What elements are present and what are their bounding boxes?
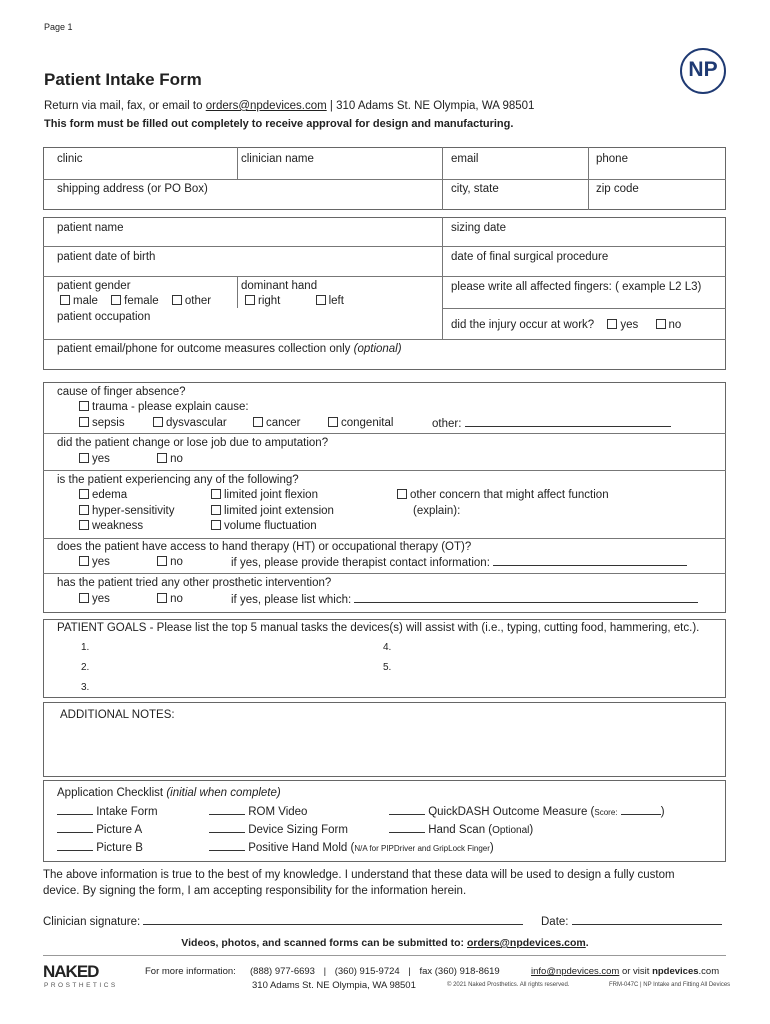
hyper-option xyxy=(79,505,174,517)
other-concern-label: other concern that might affect function xyxy=(410,489,609,501)
affected-fingers-field[interactable]: please write all affected fingers: ( example L2 L3) xyxy=(451,281,702,293)
footer-site-link[interactable] xyxy=(652,966,719,977)
edema-option xyxy=(79,489,127,501)
footer-form-code: FRM-047C | NP Intake and Fitting All Devices xyxy=(609,982,731,988)
phone-field[interactable]: phone xyxy=(596,153,628,165)
gender-male-checkbox[interactable] xyxy=(60,295,70,305)
limited-flexion-checkbox[interactable] xyxy=(211,489,221,499)
intake-label: Intake Form xyxy=(96,806,158,818)
footer-fax: fax (360) 918-8619 xyxy=(419,966,500,977)
trauma-option xyxy=(79,401,249,413)
weakness-option xyxy=(79,520,143,532)
submit-email-link[interactable]: orders@npdevices.com xyxy=(466,937,586,949)
trauma-checkbox[interactable] xyxy=(79,401,89,411)
checklist-title-text: Application Checklist xyxy=(57,787,164,799)
mold-note: N/A for PIPDriver and GripLock Finger xyxy=(354,844,490,853)
hand-therapy-options xyxy=(79,556,183,568)
dysvascular-label: dysvascular xyxy=(166,417,227,429)
sepsis-checkbox[interactable] xyxy=(79,417,89,427)
gender-options xyxy=(60,295,211,307)
congenital-option xyxy=(328,417,393,429)
footer-email-link[interactable]: info@npdevices.com xyxy=(531,966,620,977)
picture-b-initial-blank[interactable] xyxy=(57,841,93,851)
zip-code-field[interactable]: zip code xyxy=(596,183,639,195)
patient-goals-label: PATIENT GOALS - Please list the top 5 manual tasks the devices(s) will assist with (i.e., typing, cutting food, hammering, etc.). xyxy=(57,622,700,634)
checklist-mold xyxy=(209,841,494,854)
signature-field[interactable] xyxy=(43,915,523,928)
sizing-date-field[interactable]: sizing date xyxy=(451,222,506,234)
injury-yes-label: yes xyxy=(620,319,639,331)
goal-2-field[interactable]: 2. xyxy=(81,662,90,673)
logo-text: NP xyxy=(688,58,718,81)
footer-phones xyxy=(250,966,500,977)
outcome-contact-label: patient email/phone for outcome measures collection only xyxy=(57,343,351,355)
injury-yes-checkbox[interactable] xyxy=(607,319,617,329)
therapist-info-blank[interactable] xyxy=(493,556,687,566)
other-prosthetic-no-label: no xyxy=(170,593,183,605)
hand-therapy-question: does the patient have access to hand therapy (HT) or occupational therapy (OT)? xyxy=(57,541,472,553)
experiencing-question: is the patient experiencing any of the following? xyxy=(57,474,299,486)
checklist-picture-b xyxy=(57,841,143,854)
weakness-label: weakness xyxy=(92,520,144,532)
limited-extension-checkbox[interactable] xyxy=(211,505,221,515)
quickdash-score-blank[interactable] xyxy=(621,805,661,815)
other-concern-checkbox[interactable] xyxy=(397,489,407,499)
page-title: Patient Intake Form xyxy=(44,70,202,89)
hand-right-checkbox[interactable] xyxy=(245,295,255,305)
job-change-options xyxy=(79,453,183,465)
footer-sep-1: | xyxy=(323,966,327,977)
rom-label: ROM Video xyxy=(248,806,308,818)
hand-scan-note: Optional xyxy=(492,825,530,836)
footer-address: 310 Adams St. NE Olympia, WA 98501 xyxy=(252,980,416,991)
sizing-label: Device Sizing Form xyxy=(248,824,348,836)
shipping-address-field[interactable]: shipping address (or PO Box) xyxy=(57,183,208,195)
quickdash-score-label: Score: xyxy=(594,808,618,817)
signature-label: Clinician signature: xyxy=(43,916,141,928)
prosthetic-list-blank[interactable] xyxy=(354,593,698,603)
patient-occupation-field[interactable]: patient occupation xyxy=(57,311,151,323)
job-change-question: did the patient change or lose job due to amputation? xyxy=(57,437,329,449)
hand-scan-close: ) xyxy=(529,824,534,836)
dominant-hand-label: dominant hand xyxy=(241,280,318,292)
limited-extension-label: limited joint extension xyxy=(224,505,334,517)
checklist-quickdash xyxy=(389,805,665,818)
weakness-checkbox[interactable] xyxy=(79,520,89,530)
checklist-intake xyxy=(57,805,158,818)
hand-scan-initial-blank[interactable] xyxy=(389,823,425,833)
gender-other-label: other xyxy=(184,295,212,307)
mold-label: Positive Hand Mold ( xyxy=(248,842,355,854)
hand-scan-label: Hand Scan ( xyxy=(428,824,493,836)
gender-male-label: male xyxy=(73,295,98,307)
naked-logo-sub: PROSTHETICS xyxy=(44,982,118,989)
congenital-label: congenital xyxy=(341,417,394,429)
cause-label: cause of finger absence? xyxy=(57,386,186,398)
clinician-name-field[interactable]: clinician name xyxy=(241,153,314,165)
other-prosthetic-options xyxy=(79,593,183,605)
flexion-option xyxy=(211,489,318,501)
footer-phone-1[interactable]: (888) 977-6693 xyxy=(250,966,315,977)
explain-label: (explain): xyxy=(413,505,461,517)
volume-fluctuation-checkbox[interactable] xyxy=(211,520,221,530)
patient-gender-label: patient gender xyxy=(57,280,131,292)
final-procedure-date-field[interactable]: date of final surgical procedure xyxy=(451,251,609,263)
picture-a-initial-blank[interactable] xyxy=(57,823,93,833)
quickdash-label: QuickDASH Outcome Measure ( xyxy=(428,806,595,818)
quickdash-initial-blank[interactable] xyxy=(389,805,425,815)
date-blank[interactable] xyxy=(572,915,722,925)
gender-female-checkbox[interactable] xyxy=(111,295,121,305)
checklist-sizing xyxy=(209,823,348,836)
volume-fluctuation-label: volume fluctuation xyxy=(224,520,317,532)
rom-initial-blank[interactable] xyxy=(209,805,245,815)
intake-initial-blank[interactable] xyxy=(57,805,93,815)
date-field[interactable] xyxy=(541,915,722,928)
gender-other-checkbox[interactable] xyxy=(172,295,182,305)
therapist-info-field[interactable] xyxy=(231,556,687,569)
other-cause-label: other: xyxy=(432,418,462,430)
other-prosthetic-question: has the patient tried any other prosthetic intervention? xyxy=(57,577,332,589)
volume-option xyxy=(211,520,317,532)
hand-left-label: left xyxy=(328,295,344,307)
footer-contact xyxy=(531,966,719,977)
job-change-yes-label: yes xyxy=(92,453,110,465)
injury-at-work-label: did the injury occur at work? xyxy=(451,319,595,331)
injury-at-work-question xyxy=(451,319,681,331)
mold-initial-blank[interactable] xyxy=(209,841,245,851)
return-address: | 310 Adams St. NE Olympia, WA 98501 xyxy=(329,100,535,112)
goal-4-field[interactable]: 4. xyxy=(383,642,392,653)
checklist-hand-scan xyxy=(389,823,533,836)
date-label: Date: xyxy=(541,916,569,928)
hand-right-label: right xyxy=(258,295,281,307)
edema-checkbox[interactable] xyxy=(79,489,89,499)
job-change-no-label: no xyxy=(170,453,183,465)
mold-close: ) xyxy=(489,842,494,854)
footer-phone-2[interactable]: (360) 915-9724 xyxy=(334,966,400,977)
optional-note: (optional) xyxy=(353,343,402,355)
gender-female-label: female xyxy=(124,295,159,307)
checklist-picture-a xyxy=(57,823,142,836)
checklist-rom xyxy=(209,805,307,818)
injury-no-label: no xyxy=(668,319,682,331)
hand-left-checkbox[interactable] xyxy=(316,295,326,305)
np-logo xyxy=(680,48,726,94)
hand-therapy-no-label: no xyxy=(170,556,183,568)
picture-b-label: Picture B xyxy=(96,842,143,854)
footer-site-bold: npdevices xyxy=(652,966,699,977)
cancer-label: cancer xyxy=(266,417,301,429)
injury-no-checkbox[interactable] xyxy=(656,319,666,329)
quickdash-close: ) xyxy=(660,806,665,818)
goal-5-field[interactable]: 5. xyxy=(383,662,392,673)
sizing-initial-blank[interactable] xyxy=(209,823,245,833)
hand-options xyxy=(245,295,344,307)
return-email-link[interactable]: orders@npdevices.com xyxy=(205,100,327,112)
edema-label: edema xyxy=(92,489,128,501)
submit-prefix: Videos, photos, and scanned forms can be submitted to: xyxy=(181,937,465,949)
job-change-no-checkbox[interactable] xyxy=(157,453,167,463)
goal-3-field[interactable]: 3. xyxy=(81,682,90,693)
cancer-option xyxy=(253,417,301,429)
job-change-yes-checkbox[interactable] xyxy=(79,453,89,463)
attestation-line-2: device. By signing the form, I am accepting responsibility for the information herein. xyxy=(43,885,467,897)
prosthetic-list-label: if yes, please list which: xyxy=(231,594,352,606)
checklist-title xyxy=(57,787,281,799)
trauma-label: trauma - please explain cause: xyxy=(92,401,249,413)
return-instructions xyxy=(44,100,534,112)
form-notice: This form must be filled out completely to receive approval for design and manufacturing. xyxy=(44,118,514,130)
other-cause-field[interactable] xyxy=(432,417,671,430)
other-prosthetic-yes-checkbox[interactable] xyxy=(79,593,89,603)
congenital-checkbox[interactable] xyxy=(328,417,338,427)
naked-logo: NAKED xyxy=(43,962,99,981)
prosthetic-list-field[interactable] xyxy=(231,593,698,606)
footer-or-visit: or visit xyxy=(621,966,650,977)
cancer-checkbox[interactable] xyxy=(253,417,263,427)
hand-therapy-yes-label: yes xyxy=(92,556,110,568)
submit-instructions xyxy=(0,937,770,949)
email-field[interactable]: email xyxy=(451,153,479,165)
hand-therapy-no-checkbox[interactable] xyxy=(157,556,167,566)
hand-therapy-yes-checkbox[interactable] xyxy=(79,556,89,566)
city-state-field[interactable]: city, state xyxy=(451,183,499,195)
dysvascular-checkbox[interactable] xyxy=(153,417,163,427)
submit-suffix: . xyxy=(585,937,589,949)
sepsis-option xyxy=(79,417,125,429)
footer-sep-2: | xyxy=(408,966,411,977)
dysvascular-option xyxy=(153,417,227,429)
therapist-info-label: if yes, please provide therapist contact information: xyxy=(231,557,490,569)
clinic-field[interactable]: clinic xyxy=(57,153,83,165)
extension-option xyxy=(211,505,334,517)
signature-blank[interactable] xyxy=(143,915,523,925)
picture-a-label: Picture A xyxy=(96,824,143,836)
sepsis-label: sepsis xyxy=(92,417,125,429)
checklist-title-note: (initial when complete) xyxy=(166,787,281,799)
page-label: Page 1 xyxy=(44,22,73,32)
additional-notes-label: ADDITIONAL NOTES: xyxy=(60,709,175,721)
other-concern-option xyxy=(397,489,609,501)
footer-more-info: For more information: xyxy=(145,966,236,977)
footer-copyright: © 2021 Naked Prosthetics. All rights reserved. xyxy=(447,982,570,988)
hyper-sensitivity-checkbox[interactable] xyxy=(79,505,89,515)
footer-site-tld: .com xyxy=(698,966,720,977)
patient-name-field[interactable]: patient name xyxy=(57,222,124,234)
attestation-line-1: The above information is true to the best of my knowledge. I understand that these data will be used to design a fully custom xyxy=(43,869,675,881)
goal-1-field[interactable]: 1. xyxy=(81,642,90,653)
other-cause-blank[interactable] xyxy=(465,417,671,427)
other-prosthetic-yes-label: yes xyxy=(92,593,110,605)
patient-dob-field[interactable]: patient date of birth xyxy=(57,251,156,263)
return-prefix: Return via mail, fax, or email to xyxy=(44,100,203,112)
outcome-contact-field[interactable] xyxy=(57,343,402,355)
limited-flexion-label: limited joint flexion xyxy=(224,489,318,501)
other-prosthetic-no-checkbox[interactable] xyxy=(157,593,167,603)
hyper-sensitivity-label: hyper-sensitivity xyxy=(92,505,175,517)
